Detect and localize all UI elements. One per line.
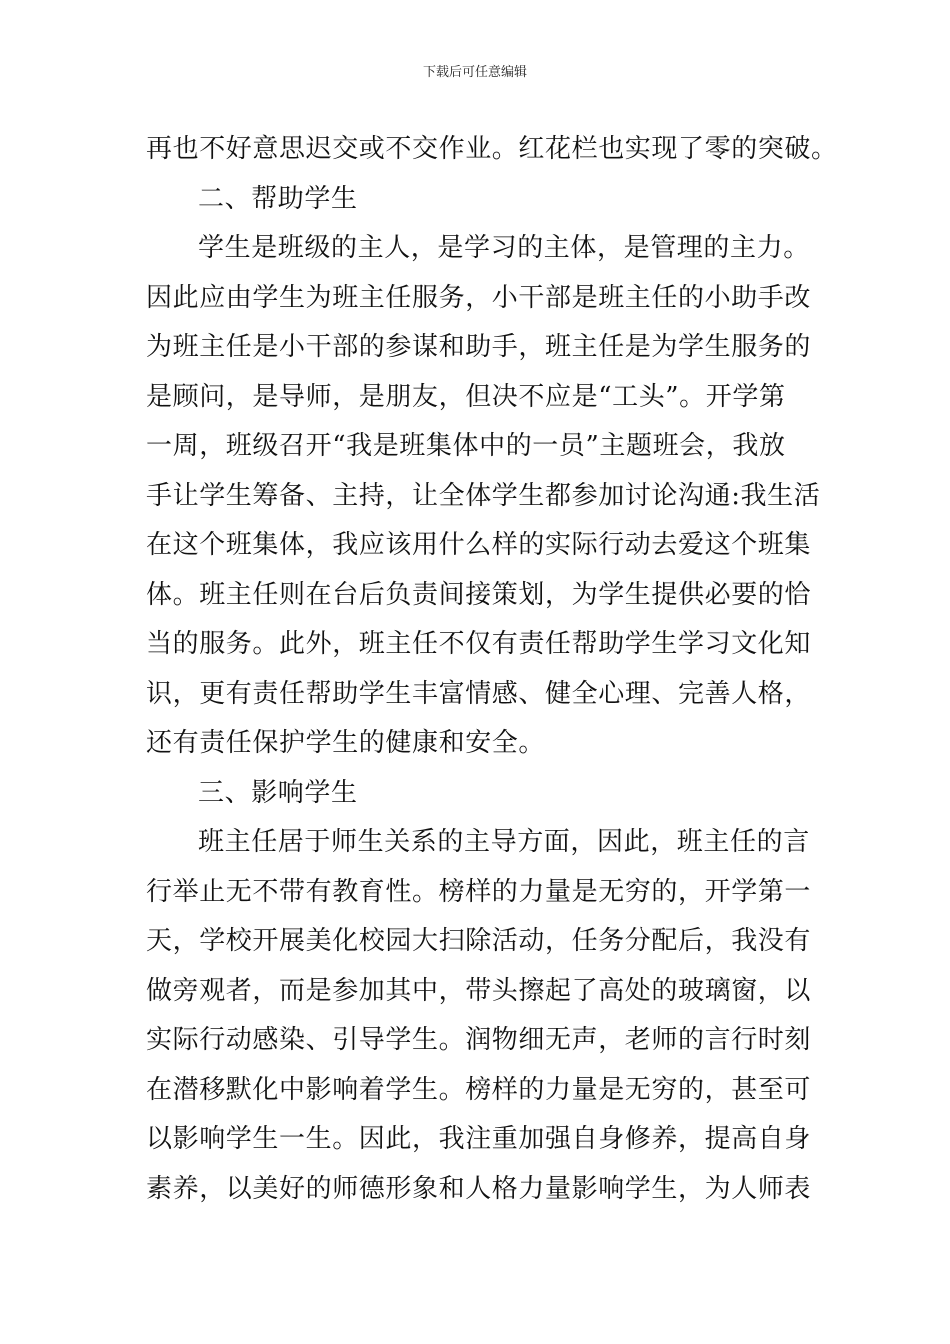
paragraph-line: 再也不好意思迟交或不交作业。红花栏也实现了零的突破。	[146, 134, 838, 164]
paragraph-line: 因此应由学生为班主任服务，小干部是班主任的小助手改	[146, 282, 812, 313]
paragraph-line: 以影响学生一生。因此，我注重加强自身修养，提高自身	[146, 1124, 812, 1154]
paragraph-line: 做旁观者，而是参加其中，带头擦起了高处的玻璃窗，以	[146, 975, 812, 1006]
paragraph-line: 天，学校开展美化校园大扫除活动，任务分配后，我没有	[146, 926, 812, 956]
paragraph-line: 在潜移默化中影响着学生。榜样的力量是无穷的，甚至可	[146, 1074, 812, 1105]
paragraph-line: 手让学生筹备、主持，让全体学生都参加讨论沟通:我生活	[146, 480, 821, 511]
document-body	[146, 130, 838, 1219]
paragraph-line: 识，更有责任帮助学生丰富情感、健全心理、完善人格，	[146, 678, 812, 709]
page-header: 下载后可任意编辑	[422, 65, 527, 80]
section-heading: 三、影响学生	[198, 777, 358, 808]
paragraph-line: 为班主任是小干部的参谋和助手，班主任是为学生服务的	[146, 332, 812, 362]
paragraph-line: 体。班主任则在台后负责间接策划，为学生提供必要的恰	[146, 579, 812, 610]
paragraph-line: 素养，以美好的师德形象和人格力量影响学生，为人师表	[146, 1173, 812, 1204]
paragraph-line: 一周，班级召开“我是班集体中的一员”主题班会，我放	[146, 431, 786, 461]
paragraph-line: 行举止无不带有教育性。榜样的力量是无穷的，开学第一	[146, 876, 812, 907]
paragraph-line: 还有责任保护学生的健康和安全。	[146, 728, 546, 758]
paragraph-line: 当的服务。此外，班主任不仅有责任帮助学生学习文化知	[146, 629, 812, 659]
paragraph-line: 在这个班集体，我应该用什么样的实际行动去爱这个班集	[146, 530, 812, 560]
section-heading: 二、帮助学生	[198, 183, 358, 214]
paragraph-line: 班主任居于师生关系的主导方面，因此，班主任的言	[198, 827, 810, 857]
paragraph-line: 学生是班级的主人，是学习的主体，是管理的主力。	[198, 233, 810, 263]
paragraph-line: 实际行动感染、引导学生。润物细无声，老师的言行时刻	[146, 1025, 812, 1055]
paragraph-line: 是顾问，是导师，是朋友，但决不应是“工头”。开学第	[146, 381, 786, 412]
